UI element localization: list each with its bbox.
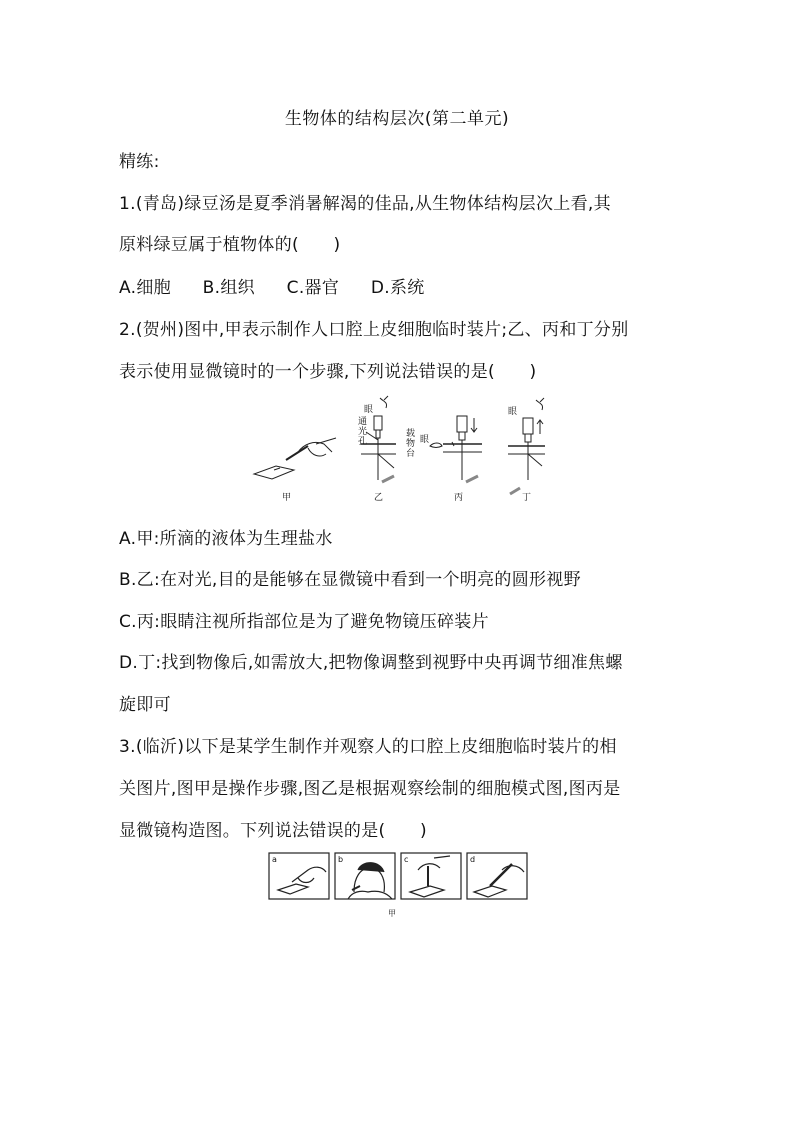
panel-b-label: b bbox=[338, 855, 344, 864]
microscope-step-bing bbox=[430, 416, 482, 482]
caption-bing: 丙 bbox=[454, 493, 464, 503]
q3-stem-line3: 显微镜构造图。下列说法错误的是( ) bbox=[119, 821, 427, 841]
q3-stem-line1: 3.(临沂)以下是某学生制作并观察人的口腔上皮细胞临时装片的相 bbox=[119, 737, 617, 757]
q2-option-b: B.乙:在对光,目的是能够在显微镜中看到一个明亮的圆形视野 bbox=[119, 570, 581, 590]
q2-figure bbox=[246, 394, 546, 506]
q1-stem-line2: 原料绿豆属于植物体的( ) bbox=[119, 235, 341, 255]
caption-ding: 丁 bbox=[522, 493, 532, 503]
zaiwutai-label-3: 台 bbox=[406, 449, 416, 459]
caption-jia: 甲 bbox=[282, 493, 292, 503]
q1-option-a: A.细胞 bbox=[119, 278, 171, 298]
q1-options bbox=[119, 273, 451, 298]
panel-a-label: a bbox=[272, 855, 277, 864]
caption-jia-q3: 甲 bbox=[388, 909, 396, 918]
q1-option-d: D.系统 bbox=[370, 278, 425, 298]
tongguangkong-label-2: 光 bbox=[358, 427, 368, 437]
q2-option-a: A.甲:所滴的液体为生理盐水 bbox=[119, 529, 333, 549]
slide-preparation-drawing bbox=[254, 438, 336, 479]
caption-yi: 乙 bbox=[374, 493, 384, 503]
zaiwutai-label-1: 载 bbox=[406, 429, 416, 439]
tongguangkong-label-1: 通 bbox=[358, 417, 368, 427]
zaiwutai-label-2: 物 bbox=[406, 439, 416, 449]
q1-option-b: B.组织 bbox=[202, 278, 255, 298]
q2-option-c: C.丙:眼睛注视所指部位是为了避免物镜压碎装片 bbox=[119, 612, 489, 632]
q1-option-c: C.器官 bbox=[286, 278, 340, 298]
q2-option-d-line2: 旋即可 bbox=[119, 695, 171, 715]
q2-stem-line1: 2.(贺州)图中,甲表示制作人口腔上皮细胞临时装片;乙、丙和丁分别 bbox=[119, 320, 629, 340]
panel-a-frame bbox=[269, 853, 329, 899]
page-title: 生物体的结构层次(第二单元) bbox=[284, 109, 510, 129]
tongguangkong-label-3: 孔 bbox=[358, 437, 368, 447]
panel-c-label: c bbox=[404, 855, 409, 864]
q1-stem-line1: 1.(青岛)绿豆汤是夏季消暑解渴的佳品,从生物体结构层次上看,其 bbox=[119, 194, 611, 214]
q2-stem-line2: 表示使用显微镜时的一个步骤,下列说法错误的是( ) bbox=[119, 362, 537, 382]
q3-stem-line2: 关图片,图甲是操作步骤,图乙是根据观察绘制的细胞模式图,图丙是 bbox=[119, 779, 621, 799]
eye-label-2: 眼 bbox=[420, 435, 430, 445]
q2-option-d-line1: D.丁:找到物像后,如需放大,把物像调整到视野中央再调节细准焦螺 bbox=[119, 653, 623, 673]
eye-label-3: 眼 bbox=[508, 407, 518, 417]
panel-d-label: d bbox=[470, 855, 476, 864]
section-label: 精练: bbox=[119, 152, 160, 172]
q3-figure bbox=[268, 852, 530, 922]
eye-label: 眼 bbox=[364, 405, 374, 415]
panel-b-frame bbox=[335, 853, 395, 899]
